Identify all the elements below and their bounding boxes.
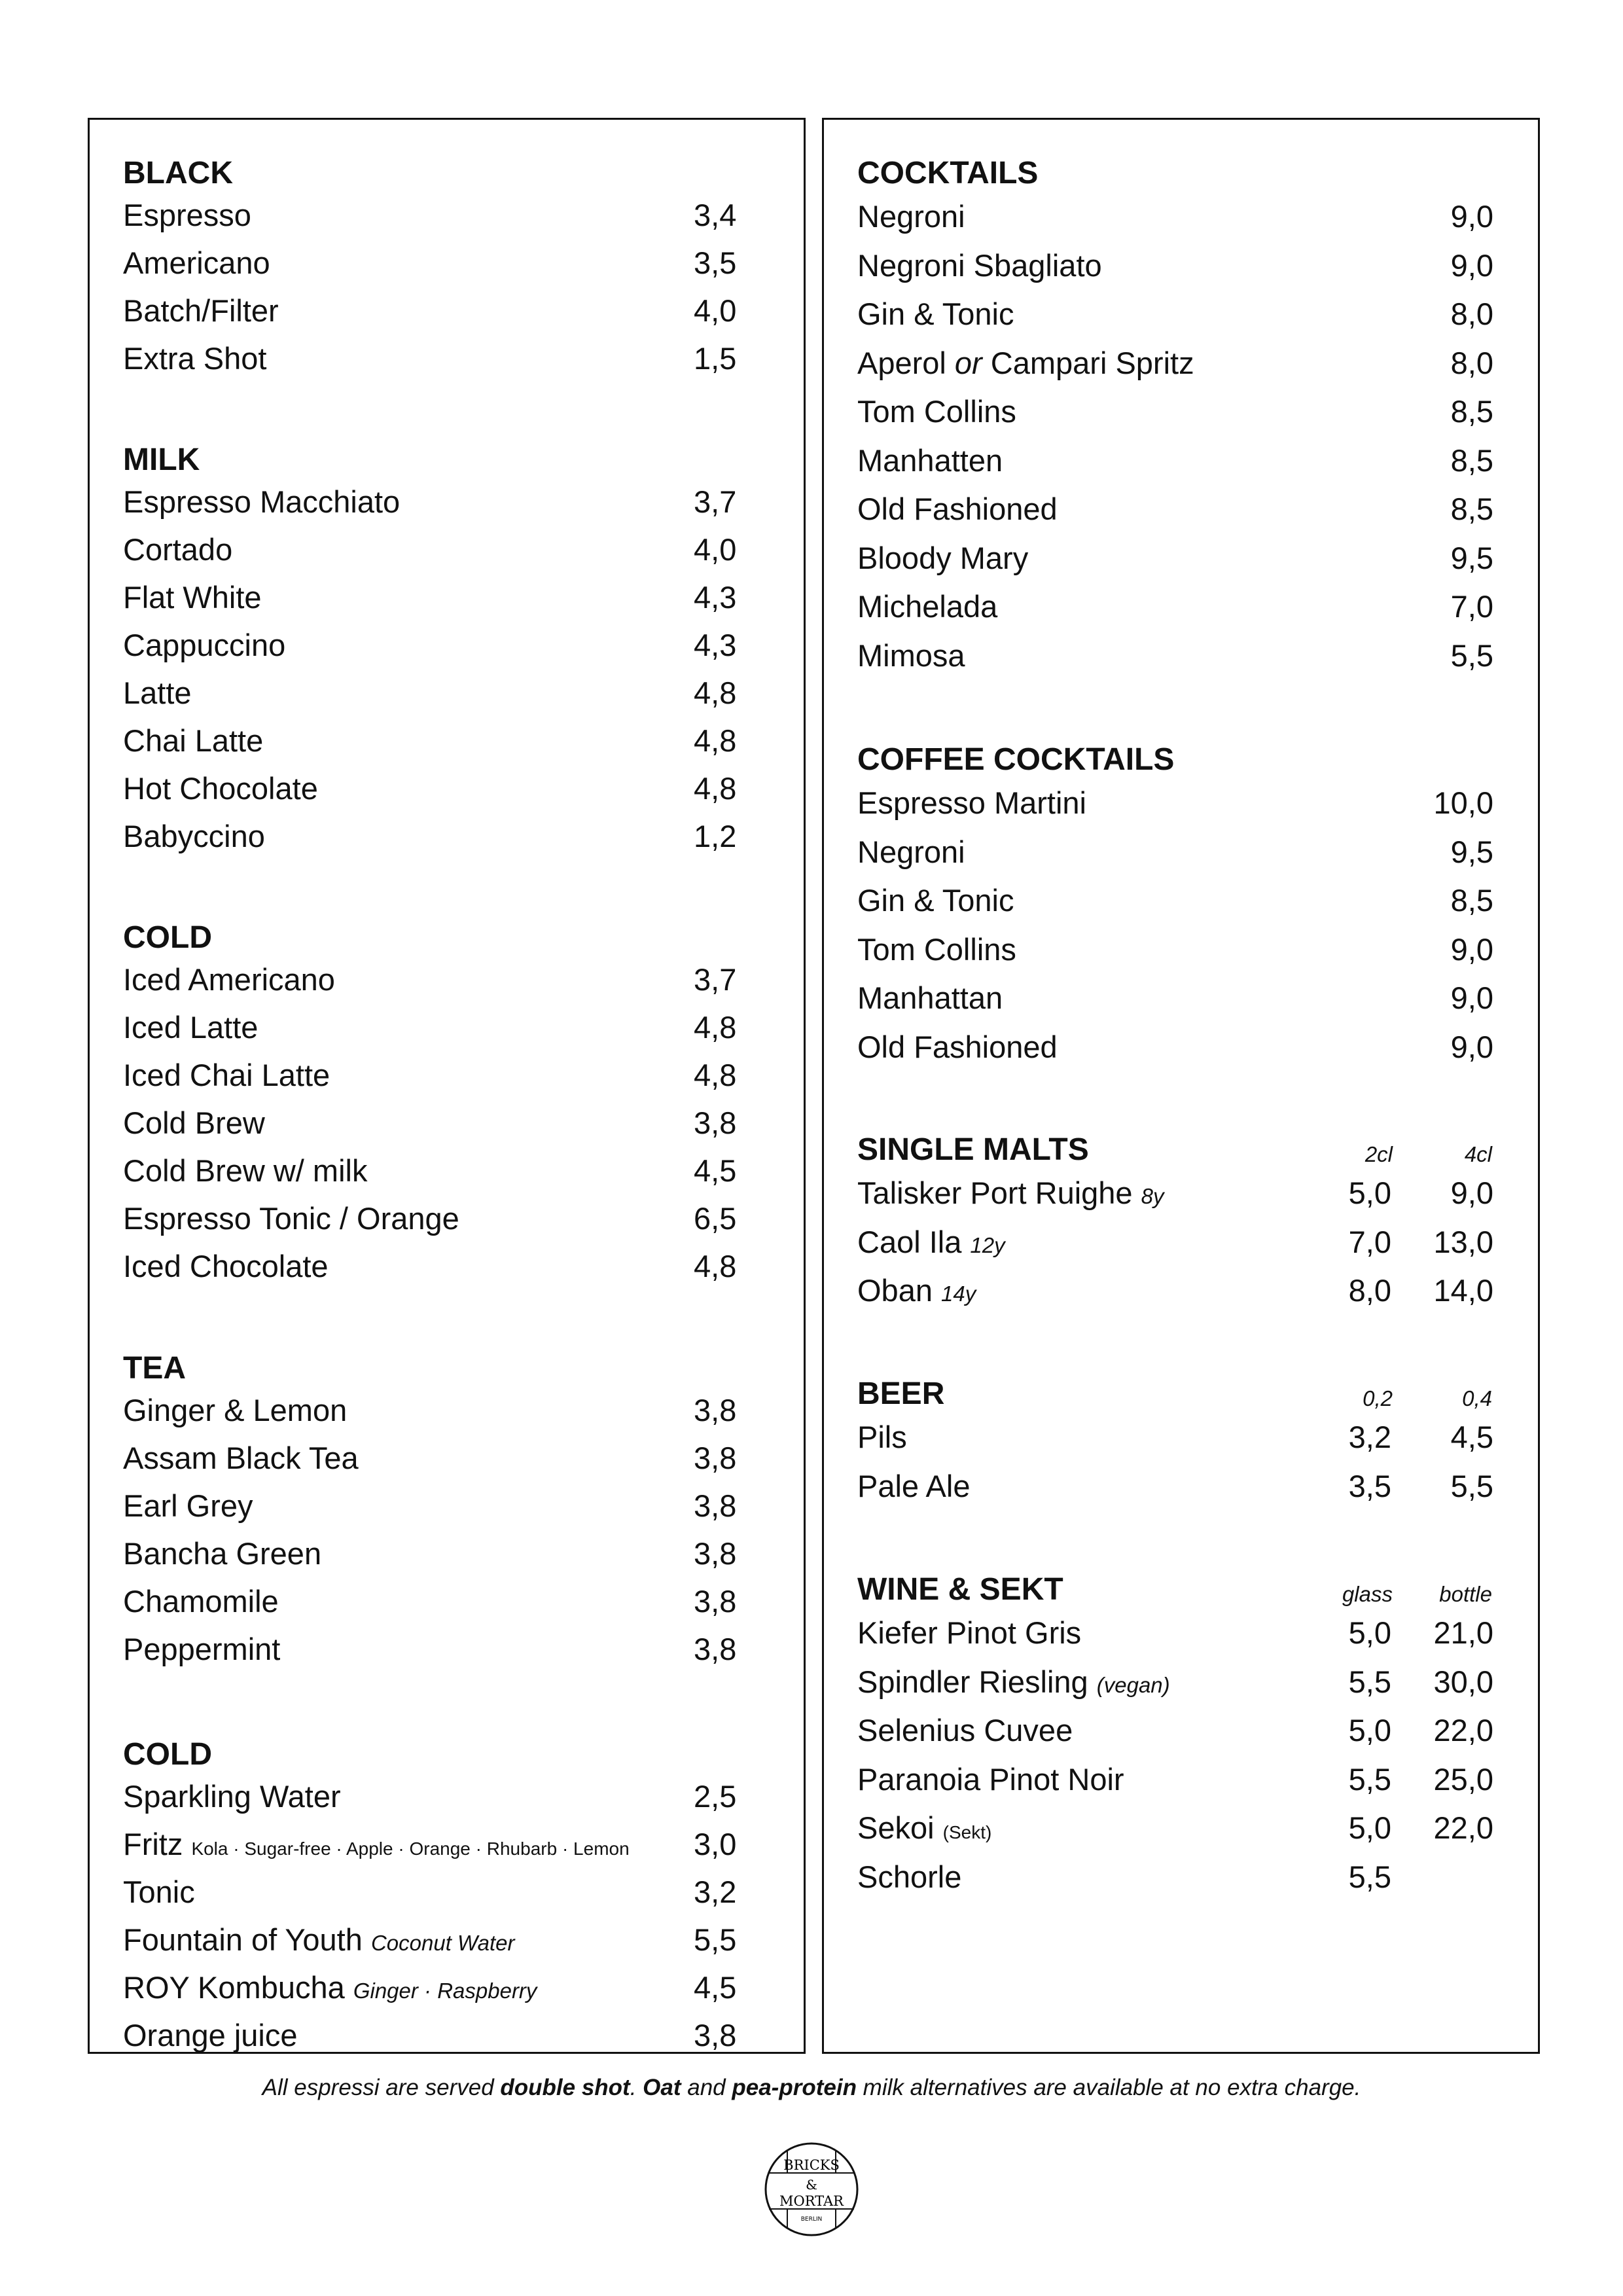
item-note: 12y [970,1232,1005,1257]
item-price: 4,8 [694,771,737,806]
item-name [857,1713,1073,1748]
item-price: 8,0 [1450,296,1493,331]
column-header: 0,4 [1462,1386,1492,1410]
menu-item [857,1225,1538,1267]
item-name-text: Espresso Tonic / Orange [123,1201,459,1236]
item-price: 9,0 [1450,247,1493,283]
menu-item [123,1875,804,1917]
section-title-cocktails: COCKTAILS [857,156,1039,190]
item-name [123,1827,630,1861]
item-name-text: Tonic [123,1874,195,1909]
item-price: 4,0 [694,293,737,328]
menu-item [123,246,804,288]
item-price-small: 5,0 [1348,1810,1391,1845]
item-name-text: Negroni Sbagliato [857,247,1102,283]
item-name [123,1780,341,1814]
menu-item [857,1860,1538,1902]
menu-item [857,492,1538,534]
item-price: 2,5 [694,1779,737,1814]
item-price-small: 5,5 [1348,1664,1391,1699]
item-name [857,1763,1124,1797]
item-name [857,444,1003,478]
item-name [123,1875,195,1909]
item-name-text: Espresso Macchiato [123,484,401,519]
menu-item [857,1176,1538,1218]
item-name [123,1923,514,1957]
item-name [857,786,1086,820]
item-name [123,1249,329,1283]
item-name-text: Ginger & Lemon [123,1393,348,1427]
menu-item [123,1971,804,2013]
item-price-large: 14,0 [1433,1273,1493,1308]
item-price: 4,8 [694,1058,737,1092]
item-price: 4,5 [694,1153,737,1188]
item-name [857,590,997,624]
column-header: 2cl [1364,1142,1393,1166]
item-name-or: or [954,345,982,380]
menu-item [857,1713,1538,1755]
item-name [857,1616,1081,1650]
item-price: 3,8 [694,1488,737,1523]
item-name [857,1225,1005,1259]
menu-item [123,198,804,240]
item-price: 4,5 [694,1970,737,2005]
item-price: 9,5 [1450,834,1493,869]
item-name [857,492,1058,526]
item-name-text: Hot Chocolate [123,771,318,806]
menu-item [857,639,1538,681]
item-name-text: Gin & Tonic [857,883,1014,918]
menu-item [123,1441,804,1483]
item-price: 3,8 [694,1536,737,1571]
item-price: 4,8 [694,1249,737,1283]
item-name-text: Chai Latte [123,723,264,758]
item-name-text: Tom Collins [857,394,1016,429]
item-name [857,1030,1058,1064]
item-name [123,1393,347,1427]
menu-item [123,1106,804,1148]
item-name [857,981,1003,1015]
menu-item [123,1489,804,1531]
item-price: 3,7 [694,962,737,997]
item-name-text: Michelada [857,589,998,624]
menu-item [123,1011,804,1052]
column-header: 0,2 [1363,1386,1393,1410]
menu-item [123,1058,804,1100]
item-name-text: Bloody Mary [857,540,1029,575]
item-name-text: Tom Collins [857,931,1016,967]
item-price: 4,3 [694,580,737,615]
item-name [857,639,965,673]
item-name [123,772,318,806]
item-name [123,724,263,758]
menu-item [857,1616,1538,1658]
section-title-beer: BEER [857,1376,945,1411]
menu-item [857,884,1538,925]
item-name-text: Selenius Cuvee [857,1713,1073,1748]
menu-item [123,1923,804,1965]
item-price-large: 4,5 [1450,1420,1493,1454]
item-name-text: Espresso [123,198,251,232]
section-title-single_malts: SINGLE MALTS [857,1132,1089,1167]
item-price-small: 8,0 [1348,1273,1391,1308]
item-price-small: 5,5 [1348,1859,1391,1894]
item-name-text: Iced Chocolate [123,1249,329,1283]
item-price-large: 22,0 [1433,1713,1493,1748]
item-price: 5,5 [694,1922,737,1957]
item-name [857,395,1016,429]
menu-item [123,533,804,575]
item-price: 8,5 [1450,442,1493,478]
item-name-text: Cappuccino [123,628,286,662]
item-name [123,1632,280,1666]
item-price: 9,0 [1450,980,1493,1015]
item-price-large: 25,0 [1433,1761,1493,1797]
item-name-text: Bancha Green [123,1536,322,1571]
menu-item [857,1763,1538,1804]
item-price: 4,8 [694,723,737,758]
item-price: 3,5 [694,245,737,280]
menu-item [123,724,804,766]
item-name-text: Negroni [857,199,965,234]
item-name [857,1665,1170,1699]
item-name [857,835,965,869]
item-price-small: 3,2 [1348,1420,1391,1454]
item-price: 1,5 [694,341,737,376]
menu-item [123,1537,804,1579]
svg-text:BRICKS: BRICKS [783,2157,840,2173]
item-price: 4,8 [694,1010,737,1045]
item-name [123,1441,359,1475]
column-header: glass [1342,1582,1393,1606]
item-price: 8,5 [1450,492,1493,526]
menu-item [123,1154,804,1196]
item-name-text: Iced Americano [123,962,335,997]
item-name-text: Batch/Filter [123,293,279,328]
item-name [857,933,1016,967]
item-price: 4,8 [694,675,737,710]
item-name [123,1489,253,1523]
column-header: 4cl [1464,1142,1492,1166]
item-name-text: Extra Shot [123,341,267,376]
item-name [857,541,1028,575]
bricks-and-mortar-logo [762,2137,861,2248]
item-name [123,485,400,519]
menu-item [857,395,1538,437]
item-name [123,628,285,662]
menu-item [857,786,1538,828]
menu-item [123,1780,804,1821]
section-title-black: BLACK [123,156,233,190]
item-name-text: Pils [857,1420,907,1454]
item-price-large: 30,0 [1433,1664,1493,1699]
item-price: 3,8 [694,2018,737,2053]
menu-item [123,1827,804,1869]
menu-item [123,1202,804,1244]
item-name-text: Aperol [857,345,955,380]
menu-item [857,1274,1538,1316]
item-name [857,200,965,234]
item-price-large: 22,0 [1433,1810,1493,1845]
left-menu-panel [88,118,806,2054]
menu-item [857,981,1538,1023]
item-price: 3,8 [694,1105,737,1140]
item-price-small: 5,5 [1348,1761,1391,1797]
item-price: 8,5 [1450,394,1493,429]
item-name [123,1202,459,1236]
item-name [123,342,266,376]
menu-item [123,581,804,622]
item-name-text: Oban [857,1273,933,1308]
menu-item [857,1469,1538,1511]
item-name [857,1420,907,1454]
item-price: 3,7 [694,484,737,519]
item-note: (Sekt) [942,1822,992,1842]
item-price: 9,5 [1450,540,1493,575]
menu-item [123,1393,804,1435]
item-price: 9,0 [1450,199,1493,234]
svg-text:&: & [806,2177,817,2193]
item-name [123,1537,321,1571]
item-price-large: 9,0 [1450,1175,1493,1210]
item-price-small: 7,0 [1348,1224,1391,1259]
item-note: 14y [941,1282,976,1306]
item-price: 4,3 [694,628,737,662]
item-name-text: Earl Grey [123,1488,253,1523]
item-name-text: Mimosa [857,637,965,673]
item-name-text: Old Fashioned [857,492,1058,526]
item-name-text: Spindler Riesling [857,1664,1088,1699]
menu-item [857,1811,1538,1853]
item-price: 3,8 [694,1441,737,1475]
item-name [857,1176,1164,1210]
item-note: (vegan) [1096,1672,1170,1697]
menu-item [857,346,1538,388]
item-name [123,676,192,710]
item-name [123,1106,265,1140]
item-price-large: 5,5 [1450,1468,1493,1503]
item-name-text: Negroni [857,834,965,869]
right-menu-panel [822,118,1540,2054]
item-name-text: Flat White [123,580,262,615]
item-name [857,249,1102,283]
item-price: 3,8 [694,1584,737,1619]
section-title-tea: TEA [123,1351,186,1386]
column-header: bottle [1439,1582,1492,1606]
item-price-large: 21,0 [1433,1615,1493,1650]
menu-item [123,1632,804,1674]
item-name [857,884,1014,918]
item-price: 7,0 [1450,589,1493,624]
item-price: 8,0 [1450,345,1493,380]
item-name-text: Babyccino [123,819,265,853]
item-note: Coconut Water [370,1931,515,1955]
item-name-text: Chamomile [123,1584,279,1619]
item-name-text: Peppermint [123,1632,281,1666]
section-title-wine: WINE & SEKT [857,1572,1063,1607]
item-name [857,1811,991,1845]
menu-item [123,676,804,718]
item-name-text: Sparkling Water [123,1779,341,1814]
item-name-text: ROY Kombucha [123,1970,345,2005]
item-name-text: Orange juice [123,2018,298,2053]
item-name-text: Sekoi [857,1810,935,1845]
item-name-text: Campari Spritz [982,345,1194,380]
item-name-text: Cold Brew w/ milk [123,1153,368,1188]
item-price: 3,8 [694,1393,737,1427]
item-note: Kola · Sugar-free · Apple · Orange · Rhubarb · Lemon [191,1839,630,1859]
item-name-text: Iced Chai Latte [123,1058,330,1092]
item-name-text: Cortado [123,532,233,567]
menu-item [857,297,1538,339]
item-name-text: Manhattan [857,980,1003,1015]
item-name [123,1011,258,1045]
section-title-cold2: COLD [123,1737,212,1772]
item-price: 8,5 [1450,883,1493,918]
item-price: 3,2 [694,1874,737,1909]
item-name-text: Pale Ale [857,1468,971,1503]
item-name [123,246,270,280]
menu-item [857,249,1538,291]
item-name [857,1469,970,1503]
item-name-text: Gin & Tonic [857,296,1014,331]
menu-item [123,772,804,814]
menu-item [123,819,804,861]
menu-item [123,485,804,527]
item-price-large: 13,0 [1433,1224,1493,1259]
item-name-text: Iced Latte [123,1010,259,1045]
item-price-small: 5,0 [1348,1713,1391,1748]
item-name [857,346,1194,380]
item-price: 6,5 [694,1201,737,1236]
menu-item [857,541,1538,583]
item-price-small: 5,0 [1348,1615,1391,1650]
menu-item [857,1030,1538,1072]
item-price-small: 3,5 [1348,1468,1391,1503]
menu-item [123,963,804,1005]
item-name-text: Americano [123,245,270,280]
item-name-text: Assam Black Tea [123,1441,359,1475]
item-name-text: Fritz [123,1827,183,1861]
item-name-text: Espresso Martini [857,785,1086,820]
item-price: 10,0 [1433,785,1493,820]
item-name [123,2018,298,2053]
item-name-text: Latte [123,675,192,710]
item-name [123,198,251,232]
item-price: 3,0 [694,1827,737,1861]
svg-text:BERLIN: BERLIN [800,2216,823,2223]
menu-item [857,200,1538,242]
menu-item [857,1420,1538,1462]
item-name [123,1585,279,1619]
menu-item [123,2018,804,2060]
item-note: 8y [1141,1184,1164,1208]
item-price: 5,5 [1450,637,1493,673]
item-name-text: Talisker Port Ruighe [857,1175,1133,1210]
item-name-text: Paranoia Pinot Noir [857,1761,1124,1797]
footer-note: All espressi are served double shot. Oat and pea-protein milk alternatives are available at no extra charge. [262,2075,1361,2100]
svg-text:MORTAR: MORTAR [779,2193,844,2209]
menu-item [857,1665,1538,1707]
item-price-small: 5,0 [1348,1175,1391,1210]
item-name [857,1274,976,1308]
item-name [857,1860,961,1894]
menu-item [123,294,804,336]
item-price: 9,0 [1450,1029,1493,1064]
item-name-text: Manhatten [857,442,1003,478]
item-name [123,1971,537,2005]
section-title-cold: COLD [123,920,212,955]
menu-item [123,1249,804,1291]
item-name-text: Kiefer Pinot Gris [857,1615,1082,1650]
item-name [123,581,262,615]
menu-item [857,933,1538,975]
item-price: 1,2 [694,819,737,853]
item-name [123,963,335,997]
item-name [123,819,265,853]
menu-item [857,444,1538,486]
item-name-text: Cold Brew [123,1105,265,1140]
menu-item [123,1585,804,1626]
menu-item [857,590,1538,632]
menu-item [123,342,804,384]
item-price: 9,0 [1450,931,1493,967]
item-name [857,297,1014,331]
item-name-text: Fountain of Youth [123,1922,363,1957]
section-title-coffee_cocktails: COFFEE COCKTAILS [857,742,1175,777]
menu-item [123,628,804,670]
item-name [123,1154,367,1188]
item-name [123,1058,330,1092]
item-price: 4,0 [694,532,737,567]
section-title-milk: MILK [123,442,200,477]
item-name-text: Caol Ila [857,1224,962,1259]
item-name [123,294,279,328]
menu-item [857,835,1538,877]
item-price: 3,4 [694,198,737,232]
item-note: Ginger · Raspberry [353,1979,537,2003]
item-name-text: Old Fashioned [857,1029,1058,1064]
item-name [123,533,232,567]
item-price: 3,8 [694,1632,737,1666]
item-name-text: Schorle [857,1859,962,1894]
